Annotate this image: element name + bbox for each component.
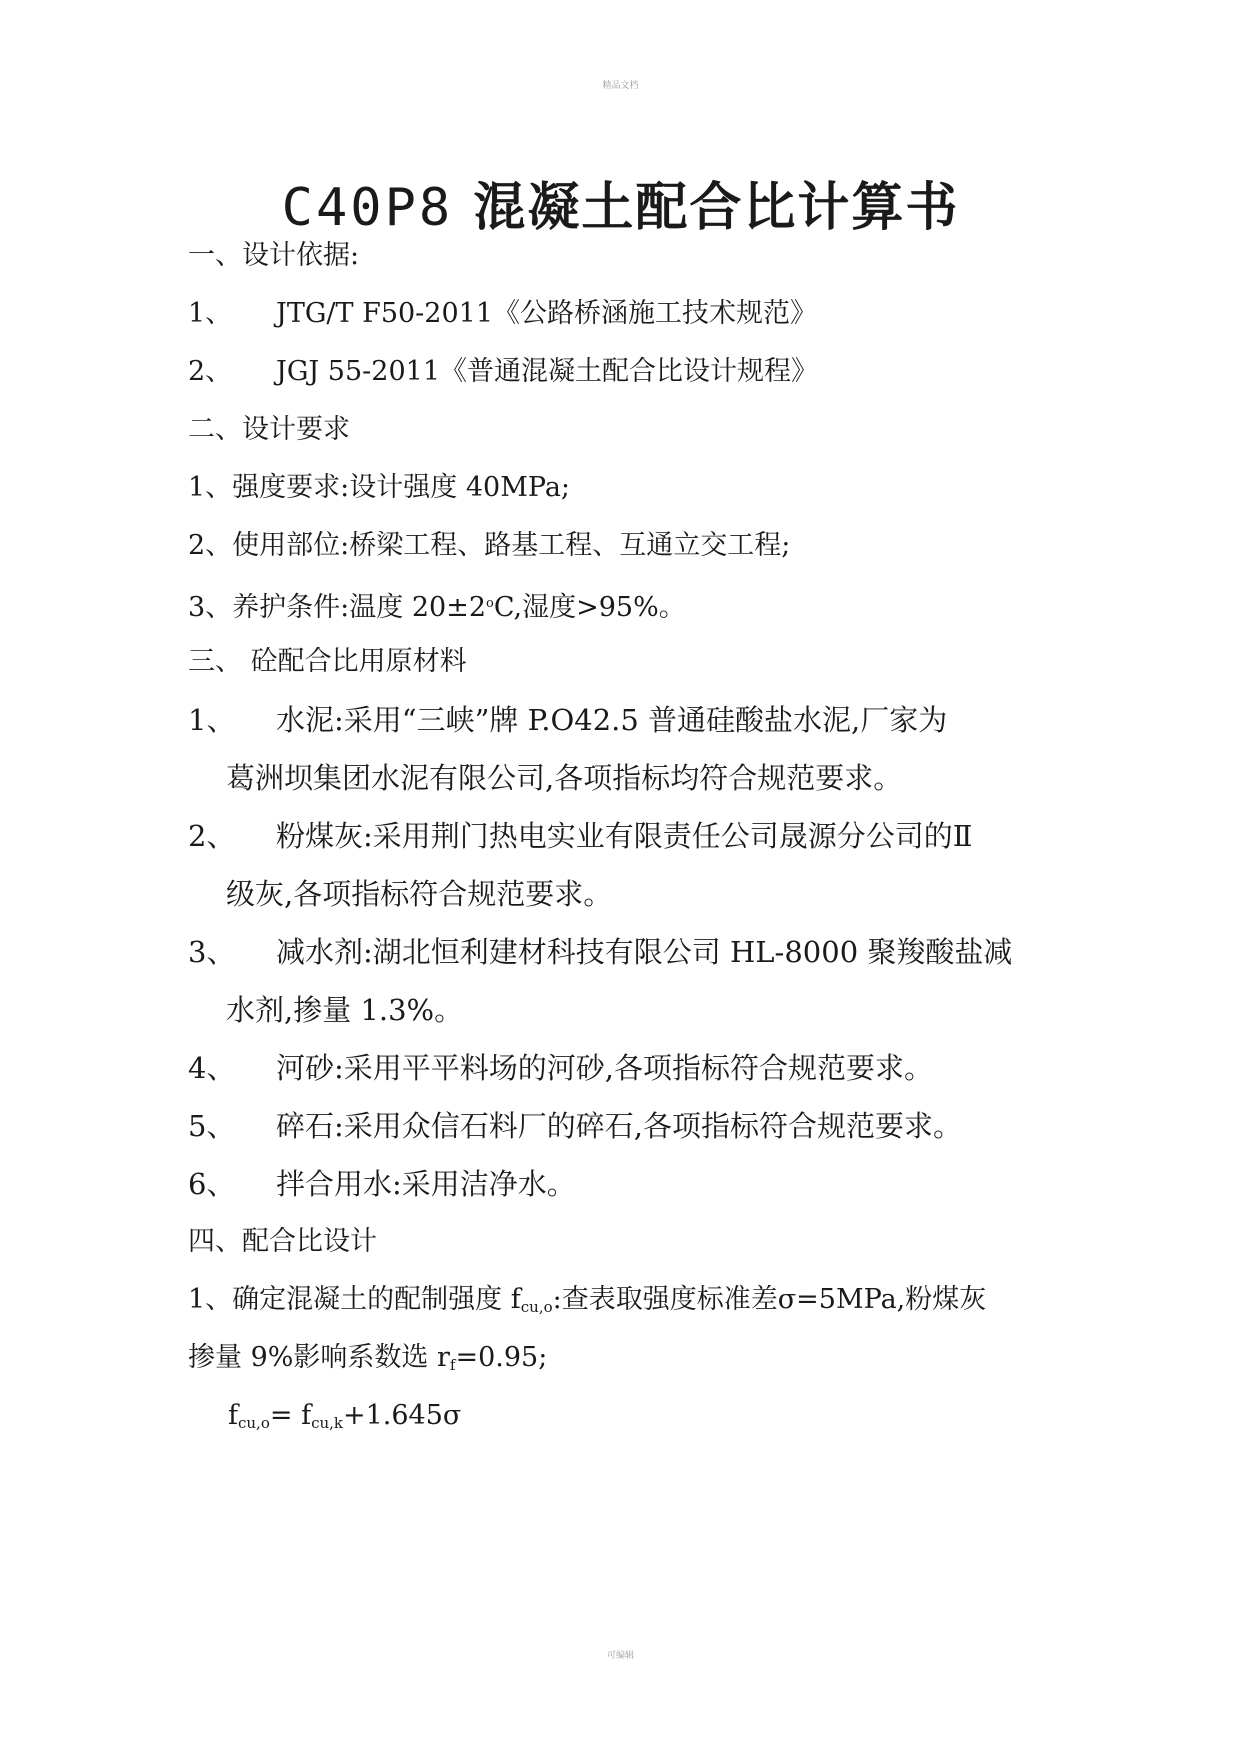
section-2-item-1: 1、强度要求:设计强度 40MPa; [188, 472, 571, 503]
section-1-item-1 [188, 296, 817, 332]
fly-ash-text-b: =0.95; [455, 1342, 548, 1373]
section-4-item-1 [188, 1282, 986, 1325]
section-1-heading: 一、设计依据: [188, 240, 360, 271]
material-item-3-continued: 水剂,掺量 1.3%。 [226, 993, 464, 1027]
material-item-2-continued: 级灰,各项指标符合规范要求。 [226, 877, 613, 911]
material-item-3 [188, 934, 1012, 970]
formula-eq: = f [269, 1400, 312, 1431]
section-2-item-2: 2、使用部位:桥梁工程、路基工程、互通立交工程; [188, 530, 791, 561]
item-number: 3、 [188, 935, 236, 969]
subscript-cu-o: cu,o [520, 1298, 553, 1316]
formula-f: f [228, 1400, 238, 1431]
fly-ash-text-a: 掺量 9%影响系数选 r [188, 1342, 450, 1373]
item-number: 6、 [188, 1167, 236, 1201]
page-header-note: 精品文档 [602, 81, 639, 91]
section-2-item-3 [188, 586, 686, 626]
material-item-6 [188, 1166, 576, 1202]
material-item-5 [188, 1108, 962, 1144]
formula-tail: +1.645σ [343, 1400, 462, 1431]
title-code: C40P8 [281, 178, 454, 238]
strength-formula [228, 1398, 461, 1441]
item-text: JTG/T F50-2011《公路桥涵施工技术规范》 [276, 298, 818, 329]
material-item-1 [188, 702, 947, 738]
page-footer-note: 可编辑 [606, 1651, 634, 1661]
strength-text-a: 1、确定混凝土的配制强度 f [188, 1284, 521, 1315]
item-number: 1、 [188, 703, 236, 737]
formula-sub-cu-o: cu,o [238, 1414, 270, 1432]
item-number: 1、 [188, 298, 233, 329]
curing-prefix: 3、养护条件:温度 20±2 [188, 592, 487, 623]
section-4-item-1-continued [188, 1340, 547, 1383]
section-3-heading: 三、 砼配合比用原材料 [188, 646, 467, 677]
strength-text-b: :查表取强度标准差σ=5MPa,粉煤灰 [552, 1284, 987, 1315]
item-text: 粉煤灰:采用荆门热电实业有限责任公司晟源分公司的Ⅱ [276, 819, 973, 853]
degree-mark: o [486, 596, 494, 611]
item-number: 5、 [188, 1109, 236, 1143]
item-text: 河砂:采用平平料场的河砂,各项指标符合规范要求。 [276, 1051, 933, 1085]
document-title [0, 165, 1241, 240]
item-text: 水泥:采用“三峡”牌 P.O42.5 普通硅酸盐水泥,厂家为 [276, 703, 948, 737]
item-text: 拌合用水:采用洁净水。 [276, 1167, 576, 1201]
item-number: 4、 [188, 1051, 236, 1085]
item-text: 碎石:采用众信石料厂的碎石,各项指标符合规范要求。 [276, 1109, 962, 1143]
title-text: 混凝土配合比计算书 [473, 177, 960, 238]
subscript-f: f [449, 1356, 456, 1374]
section-4-heading: 四、配合比设计 [188, 1226, 377, 1257]
item-number: 2、 [188, 356, 233, 387]
item-text: 减水剂:湖北恒利建材科技有限公司 HL-8000 聚羧酸盐减 [276, 935, 1013, 969]
item-number: 2、 [188, 819, 236, 853]
material-item-1-continued: 葛洲坝集团水泥有限公司,各项指标均符合规范要求。 [226, 761, 903, 795]
section-2-heading: 二、设计要求 [188, 414, 350, 445]
material-item-2 [188, 818, 972, 854]
material-item-4 [188, 1050, 933, 1086]
formula-sub-cu-k: cu,k [311, 1414, 343, 1432]
item-text: JGJ 55-2011《普通混凝土配合比设计规程》 [276, 356, 818, 387]
curing-suffix: C,湿度>95%。 [493, 592, 686, 623]
section-1-item-2 [188, 354, 818, 390]
